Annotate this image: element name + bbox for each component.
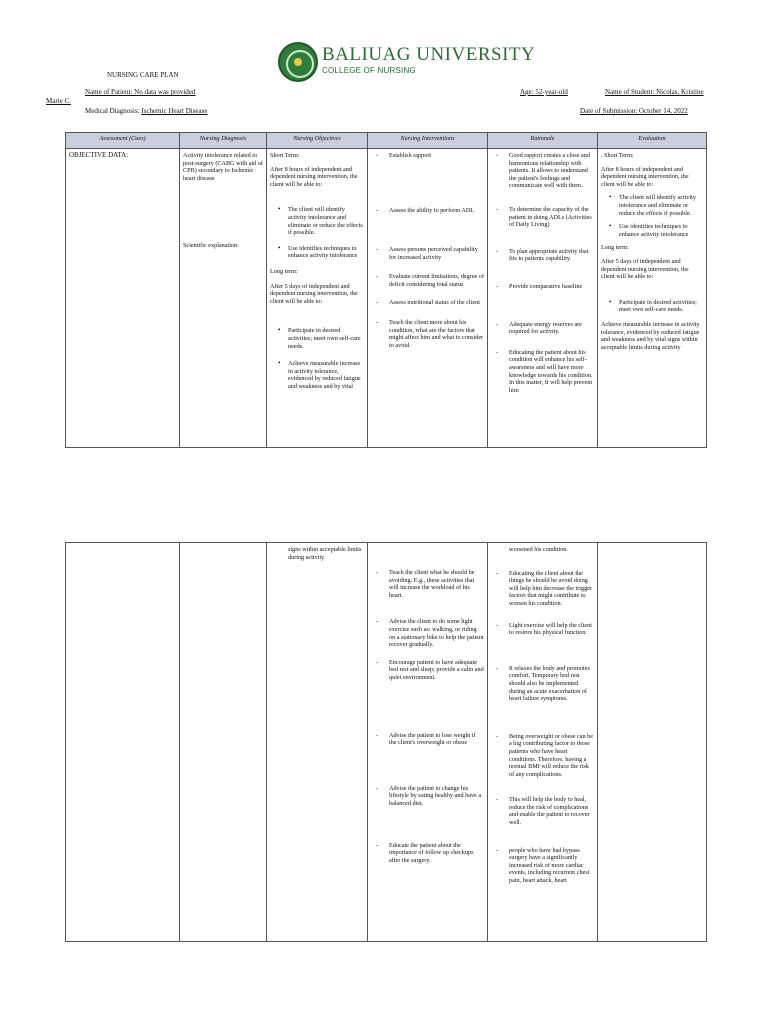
intervention-item: - Teach the client what he should be avoiding. E.g., these activities that will increase the workload of his heart. [371,569,484,599]
intervention-item: - Advise the patient to lose weight if the client's overweight or obese [371,732,484,747]
student-name-overflow: Marie C. [46,97,71,105]
medical-diagnosis: Medical Diagnosis: Ischemic Heart Disease [85,107,208,115]
intervention-item: - Educate the patient about the importance of follow up checkups after the surgery. [371,842,484,865]
rationale-item: - Educating the client about the things he should be avoid doing will help him decrease the trigger factors that might contribute to worsen his condition. [491,570,594,608]
assessment-cell: OBJECTIVE DATA: [66,149,180,448]
patient-name: Name of Patient: No data was provided [85,88,196,96]
submission-date: Date of Submission: October 14, 2022 [580,107,688,115]
objective-item: • The client will identify activity intolerance and eliminate or reduce the effects if possible. [270,206,364,236]
intervention-item: - Establish rapport [371,152,484,160]
rationale-cell [488,149,598,448]
intervention-item: - Assess nutritional status of the client [371,299,484,307]
assessment-cell-cont [66,543,180,942]
interventions-cell-cont [368,543,488,942]
rationale-item: - Light exercise will help the client to restore his physical function. [491,622,594,637]
interventions-cell [368,149,488,448]
objective-item: • Use identifies techniques to enhance activity intolerance [270,245,364,260]
objective-item: • Achieve measurable increase in activity tolerance, evidenced by reduced fatigue and weakness and by vital [270,360,364,390]
diagnosis-cell-cont [180,543,267,942]
intervention-item: - Evaluate current limitations, degree of deficit considering total status [371,273,484,288]
intervention-item: - Encourage patient to have adequate bed rest and sleep; provide a calm and quiet environment. [371,659,484,682]
rationale-item: - Provide comparative baseline [491,283,594,291]
evaluation-item: • Participate in desired activities; meet own self-care needs. [601,299,703,314]
intervention-item: - Advise the patient to change his lifestyle by eating healthy and have a balanced diet. [371,785,484,808]
intervention-item: - Teach the client more about his condition, what are the factors that might affect him and what to consider to avoid. [371,319,484,349]
header-assessment: Assessment (Cues) [66,133,180,149]
diagnosis-cell: Activity intolerance related to post-surgery (CABG with aid of CPB) secondary to Ischemic heart disease Scientific explanation: [180,149,267,448]
intervention-item: - Assess the ability to perform ADL [371,207,484,215]
rationale-item: - To determine the capacity of the patient in doing ADLs (Activities of Daily Living) [491,206,594,229]
objectives-cell: Short Term: After 8 hours of independent and dependent nursing intervention, the client will be able to: • The client will identify activity intolerance and eliminate or reduce the effects if possible. • Use identifies techniques to enhance activity intolerance Long term: After 5 days of independent and dependent nursing intervention, the client will be able to: • Participate in desired activities; meet own self-care needs. • Achieve measurable increase in activity tolerance, evidenced by reduced fatigue and weakness and by vital [267,149,368,448]
rationale-cell-cont: worsened his condition. - Educating the client about the things he should be avoid doing will help him decrease the trigger factors that might contribute to worsen his condition. - Light exercise will help the client to restore his physical function. - It relaxes the body and promotes comfort. Temporary bed rest should also be implemented during an acute exacerbation of heart failure symptoms. - Being overweight or obese can be a big contributing factor to those patients who have heart conditions. Therefore, having a normal BMI will reduce the risk of any complications. - This will help the body to heal, reduce the risk of complications and enable the patient to recover well. - people who have had bypass surgery have a significantly increased risk of more cardiac events, including recurrent chest pain, heart attack, heart [488,543,598,942]
intervention-item: - Advise the client to do some light exercise such as: walking, or riding on a stationary bike to help the patient recover gradually. [371,618,484,648]
college-name: COLLEGE OF NURSING [322,66,416,75]
header-rationale: Rationale [488,133,598,149]
evaluation-cell-cont [598,543,707,942]
header-interventions: Nursing Interventions [368,133,488,149]
student-name: Name of Student: Nicolas, Kristine [605,88,704,96]
scientific-explanation: Scientific explanation: [183,242,239,250]
evaluation-item: • The client will identify activity intolerance and eliminate or reduce the effects if possible. [601,194,703,217]
university-name: BALIUAG UNIVERSITY [322,44,536,65]
rationale-item: - Adequate energy reserves are required for activity. [491,321,594,336]
intervention-item: - Assess persons perceived capability for increased activity [371,246,484,261]
header-diagnosis: Nursing Diagnosis [180,133,267,149]
university-seal-logo [278,42,318,82]
care-plan-table-page2 [65,542,707,942]
objective-item: • Participate in desired activities; meet own self-care needs. [270,327,364,350]
rationale-item: - It relaxes the body and promotes comfort. Temporary bed rest should also be implemented during an acute exacerbation of heart failure symptoms. [491,665,594,703]
header-evaluation: Evaluation [598,133,707,149]
rationale-item: - Educating the patient about his condition will enhance his self-awareness and will have more knowledge towards his condition. In this matter, It will help prevent him [491,349,594,395]
rationale-item: - Good rapport creates a close and harmonious relationship with patients. It allows to understand the patient's feelings and communicate well with them. [491,152,594,190]
header-objectives: Nursing Objectives [267,133,368,149]
patient-age: Age: 52-year-old [520,88,568,96]
evaluation-cell: . Short Term: After 8 hours of independent and dependent nursing intervention, the client will be able to: • The client will identify activity intolerance and eliminate or reduce the effects if possible. • Use identifies techniques to enhance activity intolerance Long term: After 5 days of independent and dependent nursing intervention, the client will be able to: • Participate in desired activities; meet own self-care needs. Achieve measurable increase in activity tolerance, evidenced by reduced fatigue and weakness and by vital signs within acceptable limits during activity [598,149,707,448]
rationale-item: - people who have had bypass surgery have a significantly increased risk of more cardiac events, including recurrent chest pain, heart attack, heart [491,847,594,885]
rationale-item: - This will help the body to heal, reduce the risk of complications and enable the patient to recover well. [491,796,594,826]
evaluation-item: • Use identifies techniques to enhance activity intolerance [601,223,703,238]
rationale-item: - Being overweight or obese can be a big contributing factor to those patients who have heart conditions. Therefore, having a normal BMI will reduce the risk of any complications. [491,733,594,779]
rationale-item: - To plan appropriate activity that fits to patients capability. [491,248,594,263]
objectives-cell-cont: signs within acceptable limits during activity [267,543,368,942]
doc-title: NURSING CARE PLAN [107,71,179,79]
care-plan-table-page1 [65,132,707,448]
